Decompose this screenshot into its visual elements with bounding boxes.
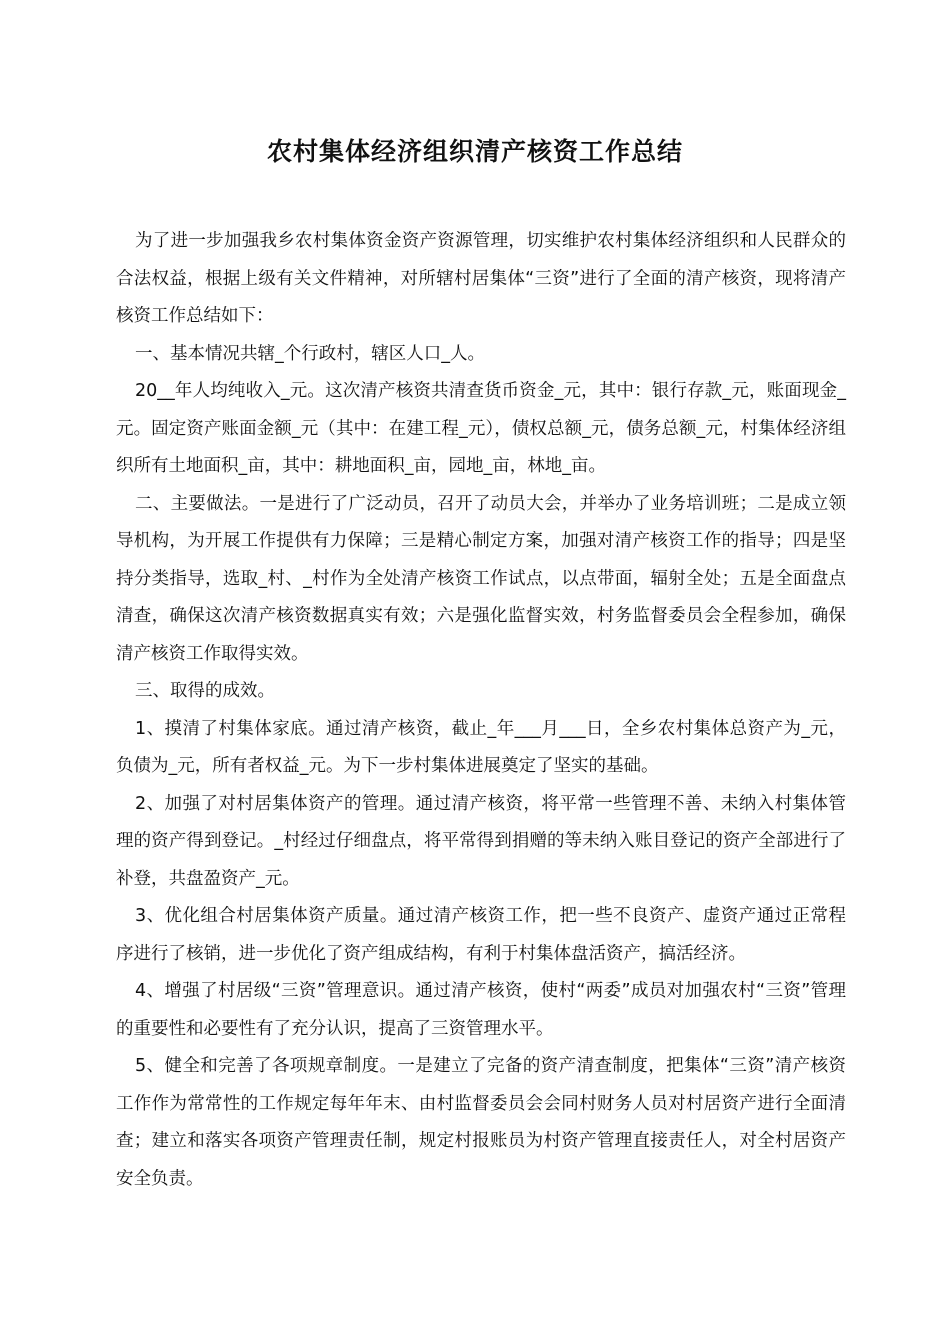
paragraph-result-3: 3、优化组合村居集体资产质量。通过清产核资工作，把一些不良资产、虚资产通过正常程序进行了核销，进一步优化了资产组成结构，有利于村集体盘活资产，搞活经济。 — [116, 906, 846, 964]
paragraph-figures: 20__年人均纯收入_元。这次清产核资共清查货币资金_元，其中：银行存款_元，账面现金_元。固定资产账面金额_元（其中：在建工程_元），债权总额_元，债务总额_元，村集体经济组织所有土地面积_亩，其中：耕地面积_亩，园地_亩，林地_亩。 — [116, 381, 846, 476]
paragraph-main-practices: 二、主要做法。一是进行了广泛动员，召开了动员大会，并举办了业务培训班；二是成立领导机构，为开展工作提供有力保障；三是精心制定方案，加强对清产核资工作的指导；四是坚持分类指导，选取_村、_村作为全处清产核资工作试点，以点带面，辐射全处；五是全面盘点清查，确保这次清产核资数据真实有效；六是强化监督实效，村务监督委员会全程参加，确保清产核资工作取得实效。 — [116, 493, 846, 664]
paragraph-basic-situation: 一、基本情况共辖_个行政村，辖区人口_人。 — [135, 343, 485, 364]
document-title: 农村集体经济组织清产核资工作总结 — [266, 137, 683, 166]
paragraph-result-2: 2、加强了对村居集体资产的管理。通过清产核资，将平常一些管理不善、未纳入村集体管理的资产得到登记。_村经过仔细盘点，将平常得到捐赠的等未纳入账目登记的资产全部进行了补登，共盘盈资产_元。 — [116, 793, 846, 889]
paragraph-result-1: 1、摸清了村集体家底。通过清产核资，截止_年___月___日，全乡农村集体总资产为_元，负债为_元，所有者权益_元。为下一步村集体进展奠定了坚实的基础。 — [116, 718, 846, 776]
document-body — [116, 223, 846, 1198]
paragraph-result-4: 4、增强了村居级“三资”管理意识。通过清产核资，使村“两委”成员对加强农村“三资”管理的重要性和必要性有了充分认识，提高了三资管理水平。 — [116, 981, 846, 1039]
paragraph-result-5: 5、健全和完善了各项规章制度。一是建立了完备的资产清查制度，把集体“三资”清产核资工作作为常常性的工作规定每年年末、由村监督委员会会同村财务人员对村居资产进行全面清查；建立和落实各项资产管理责任制，规定村报账员为村资产管理直接责任人，对全村居资产安全负责。 — [116, 1056, 846, 1189]
paragraph-intro: 为了进一步加强我乡农村集体资金资产资源管理，切实维护农村集体经济组织和人民群众的合法权益，根据上级有关文件精神，对所辖村居集体“三资”进行了全面的清产核资，现将清产核资工作总结如下： — [116, 231, 846, 326]
paragraph-results-heading: 三、取得的成效。 — [135, 681, 275, 701]
